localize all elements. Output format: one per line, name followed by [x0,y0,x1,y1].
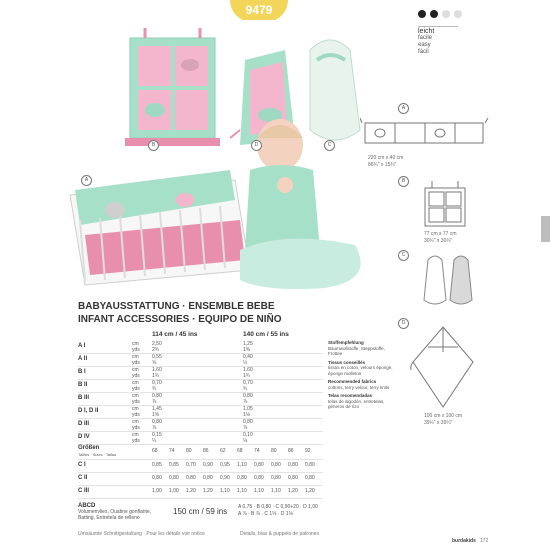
row-value-140: 1,25 [243,341,253,347]
row-value: 0,95 [220,462,230,468]
difficulty-sub-2: easy [418,42,431,48]
row-value-114: 0,80 [152,393,162,399]
fabric-text-de: Baumwollstoffe, Steppstoffe, Frottee [328,345,385,356]
footer-brand: burdakids [452,538,476,544]
row-unit-yds: yds [132,347,140,353]
difficulty-dot-1 [418,10,426,18]
row-value: 0,80 [288,475,298,481]
size-value: 74 [254,448,260,454]
marker-c-photo: C [324,140,335,151]
row-value: 0,80 [237,475,247,481]
row-value-114: 1,45 [152,406,162,412]
row-unit-cm: cm [132,341,139,347]
yardage-rows [78,341,323,499]
bumper-dimensions: 220 cm x 40 cm [368,155,404,161]
row-value: 1,20 [288,488,298,494]
fabric-recommendations [328,340,398,410]
marker-b-photo: B [148,140,159,151]
footer-note: Umsäumte Schnittgestaltung · Pour les détails voir notice [78,531,205,537]
row-unit-yds: yds [132,386,140,392]
fabric-text-en: cottons, terry velour, terry knits [328,384,390,390]
row-unit-cm: cm [132,354,139,360]
row-value: 1,10 [271,488,281,494]
table-row [78,406,323,419]
row-value: 0,80 [152,475,162,481]
row-value-140: 0,80 [243,419,253,425]
size-value: 86 [203,448,209,454]
pattern-number-badge: 9479 [230,0,288,22]
table-row [78,473,323,486]
row-value: 1,10 [237,462,247,468]
row-value: 0,80 [186,475,196,481]
row-value: 0,80 [271,475,281,481]
fabric-heading-es: Telas recomendadas [328,393,373,398]
crib-bumper-illustration [70,170,250,285]
marker-c-flat: C [398,250,409,261]
row-value-140: 0,40 [243,354,253,360]
row-value-114-yds: ¼ [152,438,157,444]
organizer-flat-drawing [420,180,475,230]
size-value: 68 [152,448,158,454]
row-unit-cm: cm [132,406,139,412]
fabric-text-fr-2: éponge molleton [328,370,362,376]
row-label: A II [78,356,88,362]
difficulty-sub-1: facile [418,35,433,41]
table-row [78,460,323,473]
row-value: 0,90 [203,462,213,468]
wall-organizer-illustration [125,28,220,146]
table-row [78,367,323,380]
marker-b-flat: B [398,176,409,187]
row-unit-yds: yds [132,399,140,405]
product-photo-illustration [55,20,400,290]
row-value: 1,00 [169,488,179,494]
table-row [78,380,323,393]
difficulty-box [418,26,458,62]
product-photo [55,20,400,290]
difficulty-dot-3 [442,10,450,18]
row-unit-yds: yds [132,438,140,444]
row-value-140: 0,70 [243,380,253,386]
row-unit-cm: cm [132,393,139,399]
row-label: B III [78,395,90,401]
page-edge-tab [541,216,550,242]
sleeping-bag-flat-drawing [420,250,480,310]
row-value: 0,80 [288,462,298,468]
page-number: 172 [480,538,489,544]
column-header-140: 140 cm / 55 ins [243,331,289,338]
row-value: 1,10 [254,488,264,494]
fabric-heading-fr: Tissus conseillés [328,359,366,365]
batting-amounts-yds: A ⅞ · B ⅞ · C 1⅛ · D 1⅛ [238,511,293,517]
difficulty-dot-4 [454,10,462,18]
row-value-140: 0,80 [243,393,253,399]
row-value-140: 1,60 [243,367,253,373]
row-label: A I [78,343,86,349]
row-label: B II [78,382,88,388]
marker-d-photo: D [251,140,262,151]
fabric-text-es: telas de algodón, entretelas, [328,398,385,404]
row-value-140-yds: ½ [243,360,248,366]
size-value: 62 [220,448,226,454]
organizer-dimensions-inches: 30¼" x 30¼" [424,238,453,244]
row-label: C III [78,488,90,494]
row-value-140-yds: ¾ [243,386,248,392]
fabric-text-es-2: géneros de rizo [328,404,360,409]
row-value: 1,20 [186,488,196,494]
marker-d-flat: D [398,318,409,329]
row-value-140-yds: ⅞ [243,425,248,431]
row-value: 1,20 [203,488,213,494]
row-unit-yds: yds [132,425,140,431]
difficulty-sub-3: fácil [418,49,429,55]
size-value: 68 [237,448,243,454]
row-value-140-yds: ⅞ [243,399,248,405]
row-unit-cm: cm [132,367,139,373]
row-value-114: 1,60 [152,367,162,373]
sizes-row [78,445,323,460]
footer-note-2: Details, bias & puppets de patrones [240,531,319,537]
row-value-114: 0,80 [152,419,162,425]
row-unit-yds: yds [132,360,140,366]
table-row [78,341,323,354]
row-value: 0,80 [271,462,281,468]
row-value-140-yds: 1¾ [243,373,250,379]
size-value: 80 [186,448,192,454]
yardage-table [78,341,323,499]
row-value-114-yds: 2¾ [152,347,159,353]
fabric-heading-en: Recommended fabrics [328,379,377,384]
row-value-114-yds: ⅞ [152,399,157,405]
row-value-140-yds: 1⅛ [243,412,250,418]
row-unit-cm: cm [132,419,139,425]
row-value-140-yds: ⅛ [243,438,248,444]
batting-sub-1: Volumenvlies, Ouatine gonflante, [78,509,152,515]
bumper-flat-drawing [360,115,490,155]
difficulty-label: leicht [418,28,435,35]
sizes-label: Größen [78,445,100,451]
row-value: 0,80 [305,475,315,481]
row-value: 1,00 [152,488,162,494]
fabric-heading-de: Stoffempfehlung [328,340,364,345]
row-label: D I, D II [78,408,99,414]
row-value-114-yds: ⅝ [152,360,157,366]
batting-sub-2: Batting, Entretela de relleno [78,515,140,521]
row-value-140: 0,10 [243,432,253,438]
row-label: D III [78,421,90,427]
row-value: 1,10 [237,488,247,494]
bumper-dimensions-inches: 86¾" x 15¾" [368,162,397,168]
row-unit-yds: yds [132,412,140,418]
batting-row [78,503,398,521]
row-value-114-yds: 1⅝ [152,412,159,418]
row-value: 0,80 [254,462,264,468]
table-row [78,419,323,432]
row-value: 1,20 [305,488,315,494]
sleeping-bag-illustration [310,40,360,140]
title-line-1: BABYAUSSTATTUNG · ENSEMBLE BEBE [78,301,275,312]
row-value: 0,70 [186,462,196,468]
batting-width: 150 cm / 59 ins [173,507,228,516]
title-line-2: INFANT ACCESSORIES · EQUIPO DE NIÑO [78,314,282,325]
size-value: 80 [271,448,277,454]
batting-label: ABCD [78,503,96,509]
table-row [78,432,323,445]
row-value: 0,80 [203,475,213,481]
row-value-140-yds: 1⅜ [243,347,250,353]
row-value: 0,85 [169,462,179,468]
row-unit-yds: yds [132,373,140,379]
difficulty-dot-2 [430,10,438,18]
batting-amounts: A 0,75 · B 0,80 · C 0,90+20 · D 1,00 [238,504,318,510]
row-value-114: 0,15 [152,432,162,438]
sizes-sublabel: Tailles · Sizes · Tallas [78,452,117,457]
wrap-dimensions-inches: 39¼" x 39¼" [424,420,453,426]
row-label: C II [78,475,88,481]
fabric-text-fr: tissus en coton, velours éponge, [328,365,393,370]
wrap-dimensions: 100 cm x 100 cm [424,413,463,419]
table-row [78,393,323,406]
row-value-114-yds: 1¾ [152,373,159,379]
row-unit-cm: cm [132,432,139,438]
row-value-114: 2,50 [152,341,162,347]
row-label: C I [78,462,86,468]
column-header-114: 114 cm / 45 ins [152,331,198,338]
wrap-flat-drawing [408,322,478,412]
organizer-dimensions: 77 cm x 77 cm [424,231,457,237]
row-label: D IV [78,434,90,440]
row-value-114-yds: ⅞ [152,425,157,431]
row-label: B I [78,369,86,375]
table-row [78,354,323,367]
difficulty-dots [418,10,462,18]
table-row [78,486,323,499]
marker-a-flat: A [398,103,409,114]
row-value: 0,80 [254,475,264,481]
row-value-114: 0,55 [152,354,162,360]
row-value-114-yds: ¾ [152,386,157,392]
size-value: 74 [169,448,175,454]
row-value: 1,10 [220,488,230,494]
row-unit-cm: cm [132,380,139,386]
size-value: 86 [288,448,294,454]
row-value: 0,85 [152,462,162,468]
row-value-114: 0,70 [152,380,162,386]
row-value: 0,90 [220,475,230,481]
row-value: 0,80 [305,462,315,468]
row-value: 0,80 [169,475,179,481]
size-value: 92 [305,448,311,454]
marker-a-photo: A [81,175,92,186]
row-value-140: 1,05 [243,406,253,412]
